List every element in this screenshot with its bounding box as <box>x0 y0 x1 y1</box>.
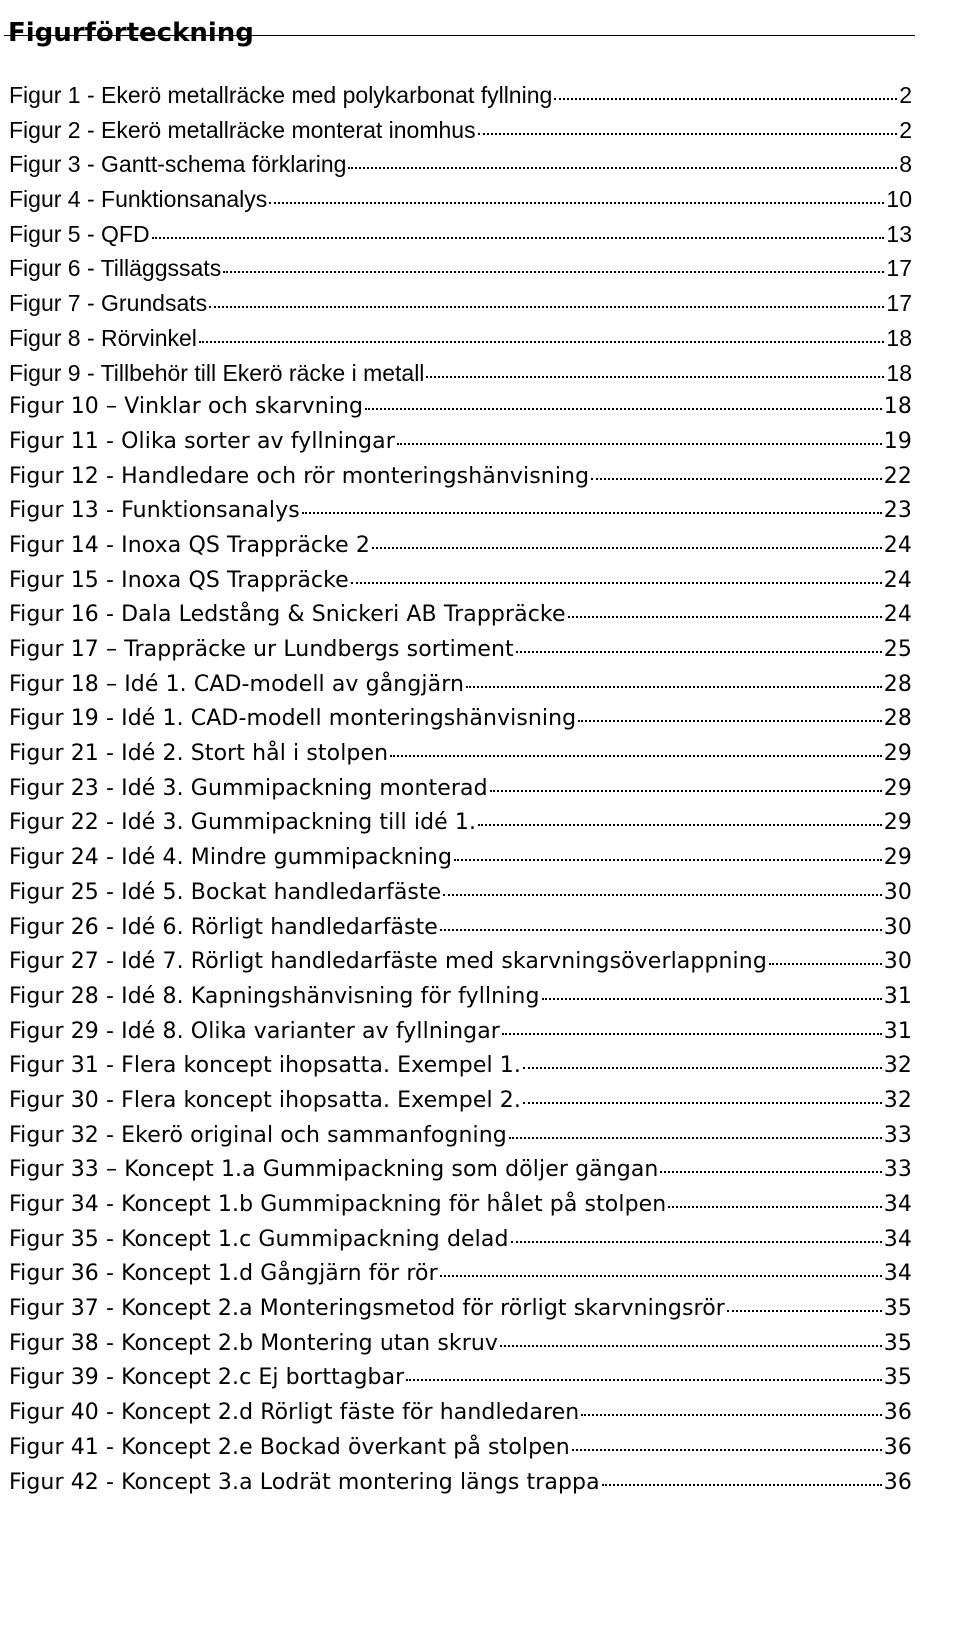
figure-entry-page-number: 22 <box>883 463 912 489</box>
figure-entry[interactable] <box>9 1017 912 1052</box>
figure-entry-page-number: 25 <box>883 637 912 662</box>
figure-entry-page-number: 31 <box>883 983 912 1009</box>
dot-leader <box>509 1137 882 1139</box>
figure-entry-page-number: 29 <box>883 845 912 871</box>
figure-entry[interactable] <box>9 843 912 878</box>
figure-entry-label: Figur 16 - Dala Ledstång & Snickeri AB Trappräcke <box>9 602 566 628</box>
figure-entry[interactable] <box>9 1259 912 1294</box>
figure-entry-page-number: 8 <box>899 151 912 178</box>
figure-entry-page-number: 36 <box>883 1434 912 1460</box>
figure-entry-page-number: 17 <box>886 290 912 317</box>
dot-leader <box>478 133 898 135</box>
figure-entry-page-number: 33 <box>883 1157 912 1183</box>
dot-leader <box>466 686 882 688</box>
figure-entry-page-number: 31 <box>883 1018 912 1044</box>
figure-entry[interactable] <box>9 1155 912 1190</box>
dot-leader <box>440 1275 882 1277</box>
dot-leader <box>554 98 897 100</box>
dot-leader <box>365 408 882 410</box>
figure-entry-page-number: 10 <box>886 186 912 213</box>
figure-entry-page-number: 29 <box>883 810 912 836</box>
figure-entry[interactable] <box>9 219 912 254</box>
figure-entry[interactable] <box>9 635 912 670</box>
dot-leader <box>209 306 884 308</box>
figure-entry[interactable] <box>9 323 912 358</box>
dot-leader <box>152 237 885 239</box>
figure-entry[interactable] <box>9 774 912 809</box>
dot-leader <box>591 478 882 480</box>
dot-leader <box>542 998 882 1000</box>
dot-leader <box>668 1206 881 1208</box>
figure-entry[interactable] <box>9 288 912 323</box>
figure-entry[interactable] <box>9 1433 912 1468</box>
figure-entry[interactable] <box>9 253 912 288</box>
figure-entry-page-number: 35 <box>883 1296 912 1322</box>
figure-entry-page-number: 24 <box>883 567 912 593</box>
figure-entry[interactable] <box>9 704 912 739</box>
figure-entry-page-number: 24 <box>883 602 912 628</box>
figure-entry-label: Figur 28 - Idé 8. Kapningshänvisning för fyllning <box>9 983 540 1009</box>
figure-entry-page-number: 32 <box>883 1053 912 1079</box>
dot-leader <box>581 1414 882 1416</box>
dot-leader <box>523 1067 882 1069</box>
dot-leader <box>351 582 882 584</box>
figure-entry-label: Figur 4 - Funktionsanalys <box>9 186 268 213</box>
figure-entry-label: Figur 36 - Koncept 1.d Gångjärn för rör <box>9 1261 438 1287</box>
figure-entry[interactable] <box>9 670 912 705</box>
dot-leader <box>490 790 882 792</box>
figure-entry[interactable] <box>9 1294 912 1329</box>
figure-entry-label: Figur 21 - Idé 2. Stort hål i stolpen <box>9 741 389 767</box>
figure-entry-label: Figur 19 - Idé 1. CAD-modell monteringshänvisning <box>9 706 577 732</box>
figure-entry-label: Figur 6 - Tilläggssats <box>9 255 222 282</box>
dot-leader <box>302 512 882 514</box>
figure-entry[interactable] <box>9 184 912 219</box>
dot-leader <box>572 1449 882 1451</box>
dot-leader <box>568 616 882 618</box>
figure-entry[interactable] <box>9 427 912 462</box>
dot-leader <box>502 1033 882 1035</box>
figure-entry-page-number: 30 <box>883 949 912 975</box>
figure-entry[interactable] <box>9 115 912 150</box>
figure-entry-label: Figur 18 – Idé 1. CAD-modell av gångjärn <box>9 671 464 697</box>
figure-entry-label: Figur 40 - Koncept 2.d Rörligt fäste för handledaren <box>9 1400 580 1426</box>
figure-entry-label: Figur 34 - Koncept 1.b Gummipackning för hålet på stolpen <box>9 1192 667 1217</box>
figure-entry-label: Figur 33 – Koncept 1.a Gummipackning som döljer gängan <box>9 1157 659 1183</box>
figure-entry-label: Figur 22 - Idé 3. Gummipackning till idé 1. <box>9 810 477 836</box>
figure-entry-page-number: 2 <box>899 116 912 143</box>
figure-entry-label: Figur 26 - Idé 6. Rörligt handledarfäste <box>9 914 438 940</box>
dot-leader <box>727 1310 882 1312</box>
figure-entry[interactable] <box>9 600 912 635</box>
figure-entry-label: Figur 30 - Flera koncept ihopsatta. Exempel 2. <box>9 1087 521 1113</box>
figure-entry-page-number: 35 <box>883 1365 912 1391</box>
figure-entry-label: Figur 17 – Trappräcke ur Lundbergs sortiment <box>9 637 514 662</box>
dot-leader <box>478 824 882 826</box>
dot-leader <box>516 651 882 653</box>
title-divider <box>4 35 915 36</box>
dot-leader <box>511 1241 882 1243</box>
figure-entry-page-number: 29 <box>883 775 912 801</box>
figure-entry[interactable] <box>9 496 912 531</box>
figure-entry-label: Figur 41 - Koncept 2.e Bockad överkant på stolpen <box>9 1434 570 1460</box>
figure-entry-label: Figur 11 - Olika sorter av fyllningar <box>9 428 395 454</box>
figure-entry[interactable] <box>9 913 912 948</box>
figure-entry-page-number: 13 <box>886 220 912 247</box>
figure-list <box>9 80 912 1502</box>
figure-entry-label: Figur 14 - Inoxa QS Trappräcke 2 <box>9 532 370 558</box>
figure-entry-page-number: 30 <box>883 914 912 940</box>
figure-entry[interactable] <box>9 1086 912 1121</box>
figure-entry-label: Figur 29 - Idé 8. Olika varianter av fyllningar <box>9 1018 500 1044</box>
dot-leader <box>523 1102 882 1104</box>
figure-entry-page-number: 23 <box>883 498 912 524</box>
figure-entry-page-number: 18 <box>886 324 912 351</box>
figure-entry[interactable] <box>9 531 912 566</box>
figure-entry-label: Figur 31 - Flera koncept ihopsatta. Exempel 1. <box>9 1053 521 1079</box>
dot-leader <box>223 271 884 273</box>
figure-entry-label: Figur 39 - Koncept 2.c Ej borttagbar <box>9 1365 405 1391</box>
figure-entry-page-number: 28 <box>883 706 912 732</box>
figure-entry[interactable] <box>9 878 912 913</box>
figure-entry-label: Figur 13 - Funktionsanalys <box>9 498 300 524</box>
figure-entry-label: Figur 9 - Tillbehör till Ekerö räcke i metall <box>9 359 425 386</box>
figure-entry-label: Figur 2 - Ekerö metallräcke monterat inomhus <box>9 116 476 143</box>
figure-entry-label: Figur 10 – Vinklar och skarvning <box>9 394 364 420</box>
figure-entry[interactable] <box>9 1190 912 1225</box>
figure-entry-label: Figur 38 - Koncept 2.b Montering utan skruv <box>9 1330 499 1356</box>
figure-entry-page-number: 36 <box>883 1469 912 1495</box>
figure-entry-page-number: 18 <box>886 359 912 386</box>
figure-entry-label: Figur 24 - Idé 4. Mindre gummipackning <box>9 845 453 871</box>
figure-entry[interactable] <box>9 1363 912 1398</box>
figure-entry-page-number: 24 <box>883 532 912 558</box>
dot-leader <box>440 929 882 931</box>
page-title: Figurförteckning <box>8 18 254 49</box>
dot-leader <box>397 443 882 445</box>
figure-entry-page-number: 29 <box>883 741 912 767</box>
figure-entry-page-number: 34 <box>883 1192 912 1217</box>
figure-entry[interactable] <box>9 982 912 1017</box>
dot-leader <box>372 547 882 549</box>
figure-entry-label: Figur 42 - Koncept 3.a Lodrät montering längs trappa <box>9 1469 600 1495</box>
dot-leader <box>454 859 882 861</box>
dot-leader <box>199 341 885 343</box>
figure-entry-label: Figur 15 - Inoxa QS Trappräcke <box>9 567 349 593</box>
figure-entry-page-number: 33 <box>883 1122 912 1148</box>
figure-entry-label: Figur 25 - Idé 5. Bockat handledarfäste <box>9 879 442 905</box>
dot-leader <box>443 894 881 896</box>
figure-entry[interactable] <box>9 462 912 497</box>
figure-entry[interactable] <box>9 808 912 843</box>
figure-entry[interactable] <box>9 947 912 982</box>
figure-entry-page-number: 18 <box>883 394 912 420</box>
dot-leader <box>769 963 882 965</box>
figure-entry-label: Figur 8 - Rörvinkel <box>9 324 197 351</box>
figure-entry[interactable] <box>9 1225 912 1260</box>
figure-entry-label: Figur 5 - QFD <box>9 220 150 247</box>
dot-leader <box>602 1484 882 1486</box>
figure-entry-page-number: 19 <box>883 428 912 454</box>
dot-leader <box>578 720 882 722</box>
figure-entry-page-number: 17 <box>886 255 912 282</box>
figure-entry[interactable] <box>9 80 912 115</box>
figure-entry[interactable] <box>9 1468 912 1503</box>
figure-entry[interactable] <box>9 392 912 427</box>
figure-entry-label: Figur 27 - Idé 7. Rörligt handledarfäste med skarvningsöverlappning <box>9 949 767 975</box>
figure-entry[interactable] <box>9 566 912 601</box>
figure-entry[interactable] <box>9 739 912 774</box>
figure-entry-label: Figur 23 - Idé 3. Gummipackning monterad <box>9 775 488 801</box>
figure-entry[interactable] <box>9 149 912 184</box>
figure-entry[interactable] <box>9 358 912 393</box>
figure-entry-page-number: 35 <box>883 1330 912 1356</box>
figure-entry-label: Figur 1 - Ekerö metallräcke med polykarbonat fyllning <box>9 82 553 108</box>
dot-leader <box>500 1345 882 1347</box>
figure-entry-page-number: 32 <box>883 1087 912 1113</box>
figure-entry[interactable] <box>9 1329 912 1364</box>
dot-leader <box>269 202 884 204</box>
figure-entry-page-number: 2 <box>899 82 912 108</box>
figure-entry-page-number: 34 <box>883 1226 912 1252</box>
figure-entry-label: Figur 3 - Gantt-schema förklaring <box>9 151 347 178</box>
figure-entry-page-number: 36 <box>883 1400 912 1426</box>
figure-entry[interactable] <box>9 1051 912 1086</box>
figure-entry-label: Figur 7 - Grundsats <box>9 290 208 317</box>
figure-entry-label: Figur 35 - Koncept 1.c Gummipackning delad <box>9 1226 509 1252</box>
dot-leader <box>426 376 884 378</box>
figure-entry-page-number: 28 <box>883 671 912 697</box>
dot-leader <box>660 1171 881 1173</box>
dot-leader <box>406 1379 881 1381</box>
figure-entry[interactable] <box>9 1398 912 1433</box>
figure-entry-label: Figur 32 - Ekerö original och sammanfogning <box>9 1122 507 1148</box>
figure-entry-page-number: 30 <box>883 879 912 905</box>
figure-entry-label: Figur 37 - Koncept 2.a Monteringsmetod för rörligt skarvningsrör <box>9 1296 725 1322</box>
figure-entry[interactable] <box>9 1121 912 1156</box>
figure-entry-page-number: 34 <box>883 1261 912 1287</box>
figure-entry-label: Figur 12 - Handledare och rör monteringshänvisning <box>9 463 590 489</box>
dot-leader <box>390 755 882 757</box>
dot-leader <box>348 167 897 169</box>
